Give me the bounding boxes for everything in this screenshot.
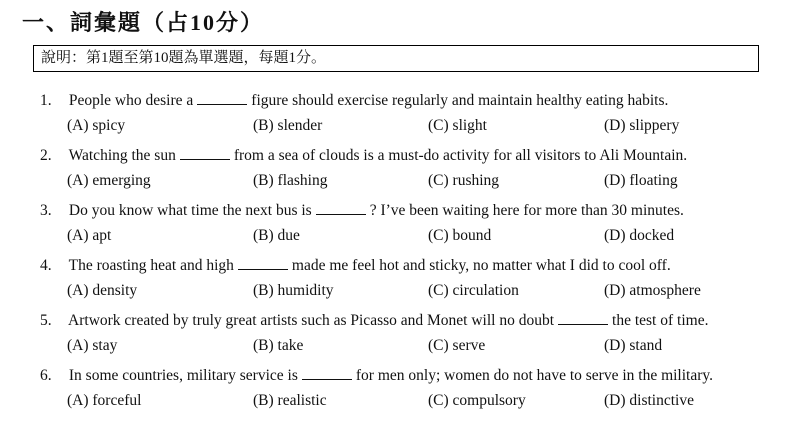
option-a: (A) stay (67, 337, 118, 354)
stem-before: Watching the sun (68, 147, 176, 164)
answer-blank (302, 365, 352, 380)
question-number: 3. (40, 202, 52, 219)
question-5 (0, 310, 800, 365)
stem-after: the test of time. (612, 312, 709, 329)
answer-blank (180, 145, 230, 160)
options (0, 280, 800, 302)
answer-blank (197, 90, 247, 105)
options (0, 390, 800, 412)
option-a: (A) density (67, 282, 138, 299)
options (0, 170, 800, 192)
question-stem (40, 90, 668, 112)
stem-after: for men only; women do not have to serve in the military. (355, 367, 714, 384)
option-b: (B) humidity (253, 282, 334, 299)
option-c: (C) compulsory (428, 392, 526, 409)
stem-before: Artwork created by truly great artists such as Picasso and Monet will no doubt (68, 312, 555, 329)
stem-before: People who desire a (68, 92, 194, 109)
question-stem (40, 145, 687, 167)
stem-before: Do you know what time the next bus is (68, 202, 312, 219)
option-d: (D) atmosphere (604, 282, 701, 299)
option-d: (D) stand (604, 337, 663, 354)
question-number: 4. (40, 257, 52, 274)
question-6 (0, 365, 800, 420)
question-2 (0, 145, 800, 200)
option-b: (B) due (253, 227, 300, 244)
option-b: (B) flashing (253, 172, 328, 189)
option-a: (A) forceful (67, 392, 142, 409)
option-d: (D) docked (604, 227, 675, 244)
question-4 (0, 255, 800, 310)
option-c: (C) serve (428, 337, 486, 354)
question-number: 6. (40, 367, 52, 384)
options (0, 335, 800, 357)
question-stem (40, 200, 684, 222)
stem-after: ? I’ve been waiting here for more than 30 minutes. (369, 202, 684, 219)
stem-after: made me feel hot and sticky, no matter what I did to cool off. (291, 257, 671, 274)
option-c: (C) rushing (428, 172, 500, 189)
answer-blank (316, 200, 366, 215)
option-a: (A) apt (67, 227, 112, 244)
option-c: (C) slight (428, 117, 487, 134)
option-a: (A) spicy (67, 117, 126, 134)
options (0, 225, 800, 247)
option-b: (B) take (253, 337, 304, 354)
stem-before: In some countries, military service is (68, 367, 298, 384)
question-stem (40, 310, 708, 332)
option-c: (C) bound (428, 227, 492, 244)
question-number: 2. (40, 147, 52, 164)
option-a: (A) emerging (67, 172, 151, 189)
option-d: (D) floating (604, 172, 678, 189)
option-d: (D) slippery (604, 117, 680, 134)
option-b: (B) realistic (253, 392, 327, 409)
question-stem (40, 365, 713, 387)
option-c: (C) circulation (428, 282, 519, 299)
stem-after: from a sea of clouds is a must-do activity for all visitors to Ali Mountain. (233, 147, 688, 164)
stem-after: figure should exercise regularly and maintain healthy eating habits. (251, 92, 669, 109)
answer-blank (558, 310, 608, 325)
options (0, 115, 800, 137)
question-list (0, 90, 800, 420)
question-stem (40, 255, 671, 277)
option-b: (B) slender (253, 117, 323, 134)
question-number: 5. (40, 312, 52, 329)
answer-blank (238, 255, 288, 270)
instruction-box: 說明：第1題至第10題為單選題，每題1分。 (33, 45, 759, 72)
stem-before: The roasting heat and high (68, 257, 234, 274)
option-d: (D) distinctive (604, 392, 694, 409)
question-1 (0, 90, 800, 145)
question-3 (0, 200, 800, 255)
section-title: 一、詞彙題（占10分） (22, 10, 265, 35)
question-number: 1. (40, 92, 52, 109)
